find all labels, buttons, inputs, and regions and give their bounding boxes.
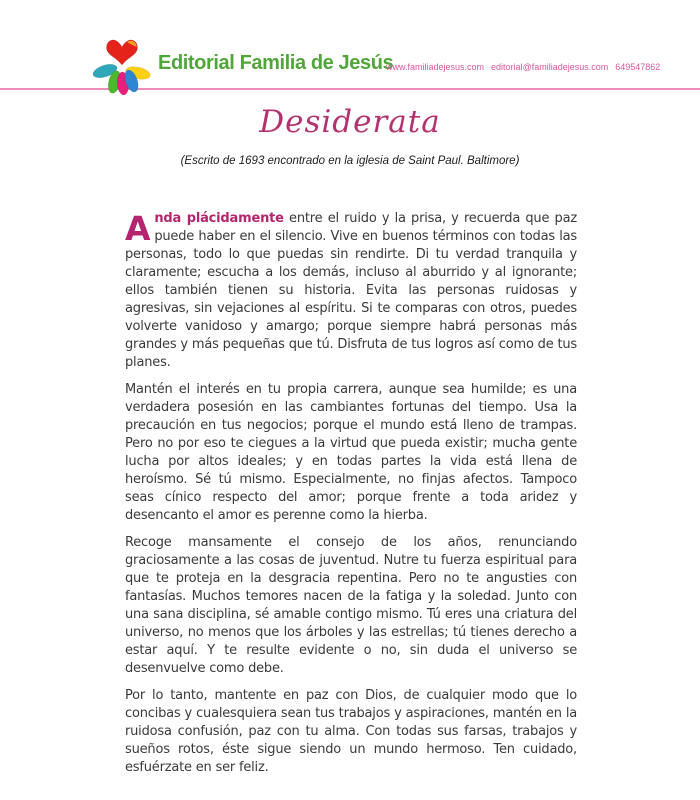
header-contact-info: [386, 62, 667, 72]
editorial-familia-heart-flower-logo-icon: [92, 37, 152, 95]
poem-paragraph-1: [125, 210, 577, 372]
paragraph-1-text: entre el ruido y la prisa, y recuerda que paz puede haber en el silencio. Vive en buenos términos con todas las personas, todo lo que puedas sin rendirte. Di tu verdad tranquila y claramente; escucha a los demás, incluso al aburrido y al ignorante; ellos también tienen su historia. Evita las personas ruidosas y agresivas, sin vejaciones al espíritu. Si te comparas con otros, puedes volverte vanidoso y amargo; porque siempre habrá personas más grandes y más pequeñas que tú. Disfruta de tus logros así como de tus planes.: [125, 211, 577, 370]
dropcap-letter: A: [125, 209, 151, 248]
website-text: www.familiadejesus.com: [386, 62, 485, 72]
poem-body: [125, 210, 577, 786]
poem-paragraph-2: Mantén el interés en tu propia carrera, aunque sea humilde; es una verdadera posesión en las cambiantes fortunas del tiempo. Usa la precaución en tus negocios; porque el mundo está lleno de trampas. Pero no por eso te ciegues a la virtud que pueda existir; mucha gente lucha por altos ideales; y en todas partes la vida está llena de heroísmo. Sé tú mismo. Especialmente, no finjas afectos. Tampoco seas cínico respecto del amor; porque frente a toda aridez y desencanto el amor es perenne como la hierba.: [125, 382, 577, 523]
phone-text: 649547862: [615, 62, 661, 72]
page-subtitle: (Escrito de 1693 encontrado en la iglesia de Saint Paul. Baltimore): [180, 155, 520, 167]
page-title: Desiderata: [259, 104, 441, 140]
brand-title: Editorial Familia de Jesús: [158, 52, 394, 74]
email-text: editorial@familiadejesus.com: [491, 62, 609, 72]
poem-paragraph-4: Por lo tanto, mantente en paz con Dios, de cualquier modo que lo concibas y cualesquiera sean tus trabajos y aspiraciones, mantén en la ruidosa confusión, paz con tu alma. Con todas sus farsas, trabajos y sueños rotos, éste sigue siendo un mundo hermoso. Ten cuidado, esfuérzate en ser feliz.: [125, 688, 577, 775]
lead-bold-text: nda plácidamente: [154, 211, 284, 226]
poem-paragraph-3: Recoge mansamente el consejo de los años, renunciando graciosamente a las cosas de juventud. Nutre tu fuerza espiritual para que te proteja en la desgracia repentina. Pero no te angusties con fantasías. Muchos temores nacen de la fatiga y la soledad. Junto con una sana disciplina, sé amable contigo mismo. Tú eres una criatura del universo, no menos que los árboles y las estrellas; tú tienes derecho a estar aquí. Y te resulte evidente o no, sin duda el universo se desenvuelve como debe.: [125, 535, 577, 676]
